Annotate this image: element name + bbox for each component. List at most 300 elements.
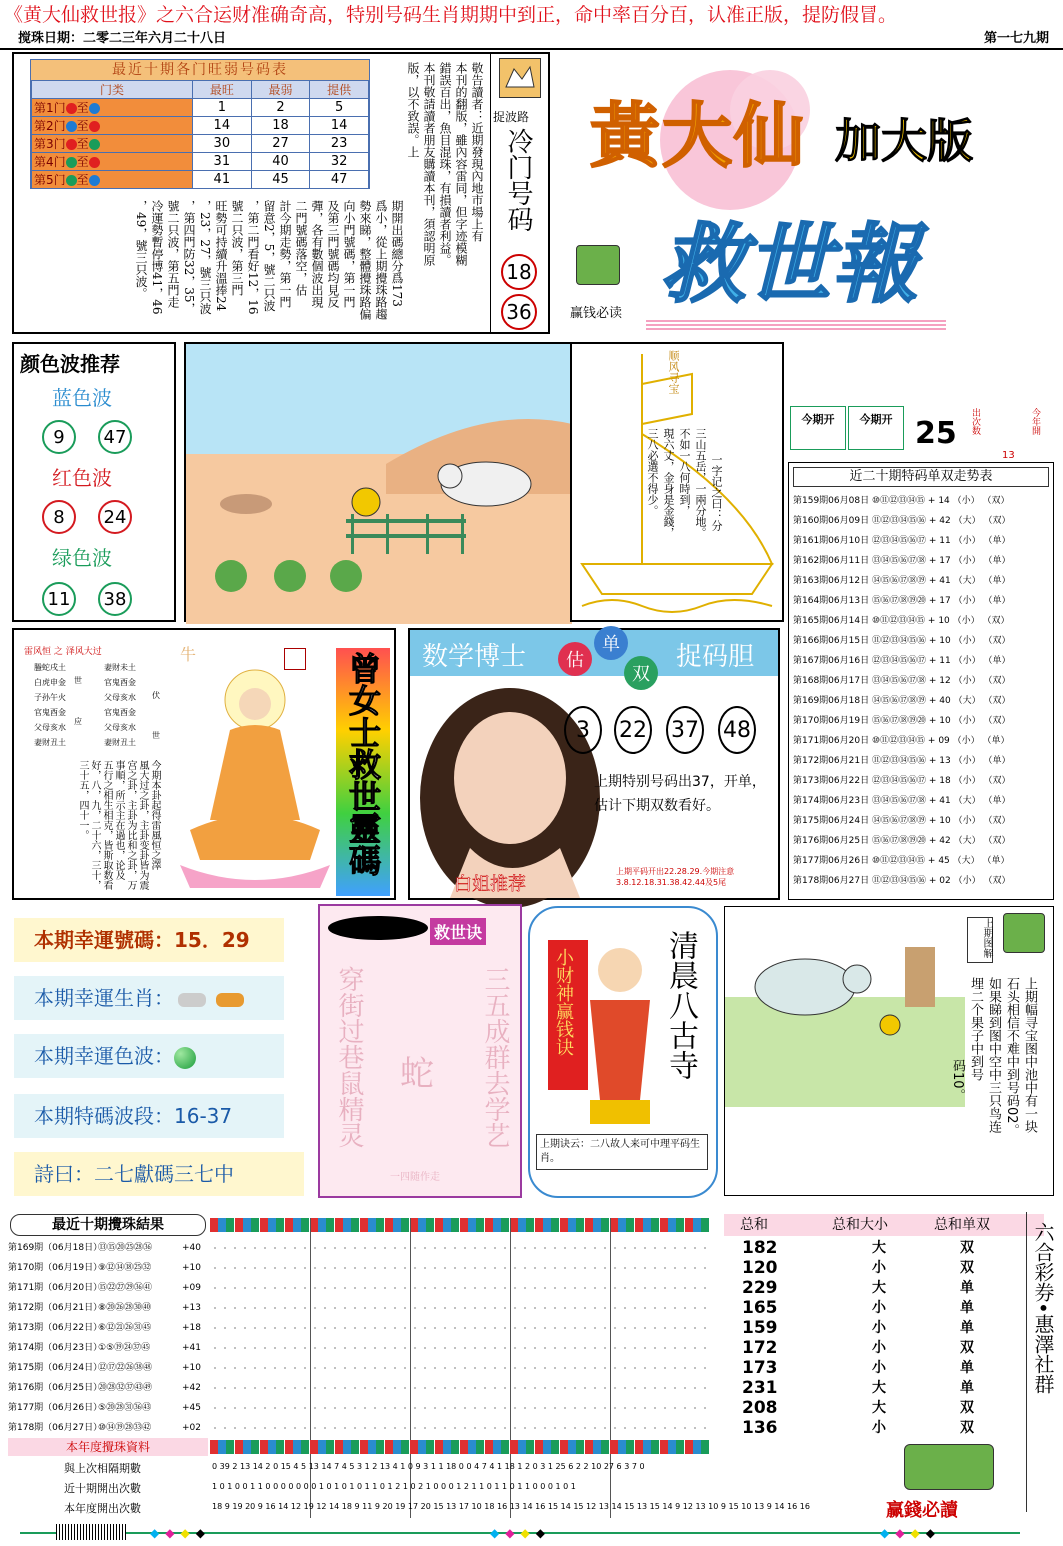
side-slogan: 六合彩券•惠澤社群 (1031, 1222, 1055, 1394)
trend-row: 第177期06月26日 ⑩⑪⑫⑬⑭⑮ + 45 （大） （单） (793, 856, 1010, 866)
today-open-label: 今期开 (790, 406, 846, 450)
notice-col: 號二只波，第五門走 (166, 200, 180, 308)
hexagram-text-line: 宫之卦，主卦为比和之卦，万 (125, 760, 136, 890)
result-parity: 双 (960, 1420, 974, 1436)
last-map-line: 石头相信不难中到号码02。 (1004, 977, 1019, 1137)
row-parity: 单 (992, 796, 1002, 806)
range-label: 至 (76, 155, 89, 169)
result-total: 136 (742, 1418, 778, 1438)
range-label: 至 (76, 119, 89, 133)
hexagram-line: 父母亥水 (34, 723, 66, 732)
money-hand-icon (1003, 913, 1045, 953)
ship-line: 三山五岳，一兩分地。 (694, 428, 707, 538)
row-size: 小 (962, 876, 972, 886)
cold-value: 18 (251, 117, 310, 135)
date-bar (0, 30, 1063, 50)
hexagram-line: 官鬼酉金 (104, 678, 136, 687)
result-issue: 第175期（06月24日） (8, 1363, 103, 1373)
row-issue: 第167期06月16日 (793, 656, 870, 666)
notice-col: 勢來睇，整體攪珠路偏 (358, 200, 372, 320)
totals-header: 总和大小 (832, 1217, 888, 1233)
last-map-line: 埋二个果子中到号 (968, 977, 983, 1081)
result-parity: 单 (960, 1360, 974, 1376)
row-balls: ⑮⑯⑰⑱⑲⑳ (871, 836, 926, 846)
row-issue: 第177期06月26日 (793, 856, 870, 866)
green-wave-number: 38 (98, 582, 132, 616)
year-row-label: 與上次相隔期數 (64, 1462, 141, 1475)
brand-slogan: 赢錢必讀 (886, 1500, 958, 1521)
math-doctor-panel (408, 628, 780, 900)
parity-trend-table (788, 462, 1054, 900)
result-issue: 第173期（06月22日） (8, 1323, 103, 1333)
green-ball-icon (174, 1047, 196, 1069)
notice-col: 本刊敬請讀者朋友購讀本刊，須認明原 (422, 62, 436, 266)
hexagram-line: 妻财未土 (104, 663, 136, 672)
notice-col: ，第二門看好12，16 (246, 200, 260, 315)
ball-header-strip (210, 1440, 710, 1454)
doctor-number: 3 (564, 706, 602, 754)
row-special: 42 (939, 516, 951, 526)
row-parity: 双 (992, 636, 1002, 646)
result-special: +02 (182, 1423, 201, 1433)
row-parity: 双 (992, 696, 1002, 706)
cold-value: 27 (251, 135, 310, 153)
row-balls: ⑮⑯⑰⑱⑲⑳ (871, 596, 926, 606)
col-header: 最旺 (193, 81, 252, 99)
row-special: 11 (939, 536, 951, 546)
row-size: 小 (962, 676, 972, 686)
girl-recommend-label: 白姐推荐 (454, 874, 526, 895)
hexagram-text-line: 風大过之卦，主卦变卦皆为震 (137, 760, 148, 890)
hexagram-mark: 应 (74, 717, 82, 726)
ship-riddle (570, 342, 784, 622)
red-wave-number: 8 (42, 500, 76, 534)
hexagram-text-line: 好，八，九，二十六，三十， (89, 760, 100, 890)
doctor-text: 上期特别号码出37，开单，估计下期双数看好。 (594, 774, 766, 814)
row-issue: 第165期06月14日 (793, 616, 870, 626)
notice-col: ，第四門防32，35， (182, 200, 196, 315)
notice-col: 冷運勢暫停博41，46 (150, 200, 164, 315)
row-special: 10 (938, 616, 950, 626)
year-data-title: 本年度攪珠資料 (8, 1438, 208, 1456)
hot-value: 1 (193, 99, 252, 117)
row-parity: 双 (992, 716, 1002, 726)
doctor-number: 37 (666, 706, 704, 754)
col-header: 门类 (32, 81, 193, 99)
row-balls: ⑬⑭⑮⑯⑰⑱ (871, 676, 926, 686)
row-parity: 双 (992, 836, 1002, 846)
row-size: 小 (961, 496, 971, 506)
result-parity: 双 (960, 1400, 974, 1416)
headline: 《黄大仙救世报》之六合运财准确奇高，特别号码生肖期期中到正，命中率百分百，认准正版，提防假冒。 (4, 4, 898, 26)
hexagram-line: 父母亥水 (104, 723, 136, 732)
results-title: 最近十期攪珠結果 (10, 1214, 206, 1236)
offer-value: 5 (310, 99, 369, 117)
masthead-title-2: 救世報 (660, 215, 918, 315)
row-special: 10 (939, 716, 951, 726)
ox-symbol: 牛 (180, 645, 197, 664)
hexagram-line: 妻财丑土 (104, 738, 136, 747)
trend-row: 第164期06月13日 ⑮⑯⑰⑱⑲⑳ + 17 （小） （单） (793, 596, 1011, 606)
row-size: 小 (961, 616, 971, 626)
trend-row: 第173期06月22日 ⑫⑬⑭⑮⑯⑰ + 18 （小） （双） (793, 776, 1011, 786)
result-size: 大 (872, 1240, 886, 1256)
totals-header: 总和 (740, 1217, 768, 1233)
result-parity: 单 (960, 1380, 974, 1396)
row-parity: 单 (991, 736, 1001, 746)
stripe-decoration (646, 320, 946, 330)
row-issue: 第170期06月19日 (793, 716, 870, 726)
totals-header: 总和单双 (934, 1217, 990, 1233)
registration-marks: ◆◆◆◆ (490, 1526, 551, 1540)
result-issue: 第172期（06月21日） (8, 1303, 103, 1313)
result-parity: 单 (960, 1300, 974, 1316)
row-issue: 第164期06月13日 (793, 596, 870, 606)
row-issue: 第178期06月27日 (793, 876, 870, 886)
hexagram-mark: 世 (74, 676, 82, 685)
year-row-values: 1 0 1 0 0 1 1 0 0 0 0 0 0 0 1 0 1 0 1 0 1 1 0 1 2 1 0 2 1 0 0 0 1 2 1 1 0 1 1 0 1 1 0 0 0 1 0 1 (212, 1482, 576, 1491)
notice-col: ，49，號三只波。 (134, 200, 148, 300)
row-special: 17 (939, 556, 951, 566)
result-special: +13 (182, 1303, 201, 1313)
bubble-single: 单 (594, 626, 628, 660)
fortune-scroll-text: 小财神赢钱诀 (553, 948, 574, 1056)
notice-col: 彈，各有數個波出現 (310, 200, 324, 308)
door-label: 第1门 (34, 101, 66, 115)
trend-row: 第170期06月19日 ⑮⑯⑰⑱⑲⑳ + 10 （小） （双） (793, 716, 1011, 726)
today-box (790, 406, 1050, 462)
door-label: 第3门 (34, 137, 66, 151)
result-total: 172 (742, 1338, 778, 1358)
trend-row: 第178期06月27日 ⑪⑫⑬⑭⑮⑯ + 02 （小） （双） (793, 876, 1011, 886)
row-parity: 单 (992, 536, 1002, 546)
row-issue: 第172期06月21日 (793, 756, 870, 766)
row-size: 大 (962, 836, 972, 846)
masthead-title-1: 黃大仙 (590, 95, 806, 177)
bubble-double: 双 (624, 656, 658, 690)
fortune-god-panel (528, 906, 718, 1198)
result-balls: ⑬⑮⑳㉕㉘㊱ (98, 1243, 153, 1253)
today-number: 25 (915, 416, 957, 451)
row-size: 小 (962, 656, 972, 666)
row-size: 小 (961, 736, 971, 746)
trend-row: 第167期06月16日 ⑫⑬⑭⑮⑯⑰ + 11 （小） （单） (793, 656, 1011, 666)
hexagram-line: 子孙午火 (34, 693, 66, 702)
result-balls: ⑩⑭⑲㉘㉝㊷ (98, 1423, 152, 1433)
trend-row: 第174期06月23日 ⑬⑭⑮⑯⑰⑱ + 41 （大） （单） (793, 796, 1011, 806)
cold-value: 40 (251, 153, 310, 171)
result-size: 小 (872, 1340, 886, 1356)
result-balls: ⑫⑰㉒㉖㊳㊽ (98, 1363, 153, 1373)
result-balls: ⑤⑳㉘㉛㊱㊸ (98, 1403, 152, 1413)
result-parity: 双 (960, 1240, 974, 1256)
result-size: 小 (872, 1360, 886, 1376)
row-parity: 双 (991, 496, 1001, 506)
door-label: 第2门 (34, 119, 66, 133)
result-size: 小 (872, 1300, 886, 1316)
notice-col: 旺勢可持續升溫捧24 (214, 200, 228, 312)
notice-col: 本刊的翻版，雖內容雷同，但字迹模糊 (454, 62, 468, 266)
row-issue: 第176期06月25日 (793, 836, 870, 846)
hot-cold-caption: 最近十期各门旺弱号码表 (31, 60, 369, 80)
row-balls: ⑫⑬⑭⑮⑯⑰ (871, 656, 926, 666)
row-parity: 单 (992, 756, 1002, 766)
trend-row: 第171期06月20日 ⑩⑪⑫⑬⑭⑮ + 09 （小） （单） (793, 736, 1010, 746)
result-total: 165 (742, 1298, 778, 1318)
notice-col: 爲小，從上期攪珠路趨 (374, 200, 388, 320)
row-size: 小 (962, 716, 972, 726)
row-parity: 双 (991, 616, 1001, 626)
row-size: 小 (962, 756, 972, 766)
row-issue: 第171期06月20日 (793, 736, 870, 746)
hot-value: 14 (193, 117, 252, 135)
row-balls: ⑩⑪⑫⑬⑭⑮ (871, 736, 926, 746)
result-special: +09 (182, 1283, 201, 1293)
result-parity: 单 (960, 1280, 974, 1296)
year-row-label: 近十期開出次數 (64, 1482, 141, 1495)
result-issue: 第177期（06月26日） (8, 1403, 103, 1413)
last-map-panel (724, 906, 1054, 1196)
result-size: 大 (872, 1380, 886, 1396)
row-parity: 单 (992, 556, 1002, 566)
row-balls: ⑩⑪⑫⑬⑭⑮ (871, 856, 926, 866)
money-hand-icon (904, 1444, 994, 1490)
row-parity: 双 (992, 516, 1002, 526)
row-size: 大 (962, 576, 972, 586)
row-balls: ⑬⑭⑮⑯⑰⑱ (871, 796, 926, 806)
green-wave-number: 11 (42, 582, 76, 616)
fortune-title: 清晨八古寺 (663, 930, 698, 1080)
pig-cartoon (184, 342, 570, 622)
verse-panel (318, 904, 522, 1198)
row-size: 大 (962, 696, 972, 706)
hot-value: 41 (193, 171, 252, 189)
doctor-subtitle: 捉码胆 (676, 642, 755, 672)
hand-icon (499, 58, 541, 98)
row-special: 09 (938, 736, 950, 746)
yin-yang-icon (328, 916, 428, 940)
trend-row: 第168期06月17日 ⑬⑭⑮⑯⑰⑱ + 12 （小） （双） (793, 676, 1011, 686)
row-special: 12 (939, 676, 951, 686)
draw-date: 搅珠日期：二零二三年六月二十八日 (18, 31, 227, 46)
row-balls: ⑮⑯⑰⑱⑲⑳ (871, 716, 926, 726)
result-special: +10 (182, 1263, 201, 1273)
notice-col: 向小門號碼，第一門 (342, 200, 356, 308)
last-map-line: 上期幅寻宝图中池中有一块 (1022, 977, 1037, 1133)
range-label: 至 (76, 137, 89, 151)
hot-value: 30 (193, 135, 252, 153)
result-total: 159 (742, 1318, 778, 1338)
verse-title: 救世诀 (430, 918, 486, 945)
row-issue: 第161期06月10日 (793, 536, 870, 546)
trend-row: 第160期06月09日 ⑪⑫⑬⑭⑮⑯ + 42 （大） （双） (793, 516, 1011, 526)
notice-col: 錯誤百出，魚目混珠，有損讀者利益。 (438, 62, 452, 266)
cold-value: 2 (251, 99, 310, 117)
result-size: 小 (872, 1260, 886, 1276)
trend-row: 第162期06月11日 ⑬⑭⑮⑯⑰⑱ + 17 （小） （单） (793, 556, 1011, 566)
trend-row: 第172期06月21日 ⑪⑫⑬⑭⑮⑯ + 13 （小） （单） (793, 756, 1011, 766)
result-balls: ⑥⑫㉑㉖㉛㊺ (98, 1323, 152, 1333)
masthead (560, 50, 1060, 340)
row-balls: ⑪⑫⑬⑭⑮⑯ (871, 756, 926, 766)
row-size: 小 (962, 816, 972, 826)
result-total: 208 (742, 1398, 778, 1418)
zeng-title: 曾女士救世靈碼 (344, 652, 382, 876)
trend-row: 第176期06月25日 ⑮⑯⑰⑱⑲⑳ + 42 （大） （双） (793, 836, 1011, 846)
notice-col: 版，以不致誤。上 (406, 62, 420, 158)
green-wave-label: 绿色波 (52, 546, 112, 570)
ship-line: 一字记之曰：分 (710, 454, 723, 531)
lucky-zodiac (14, 976, 284, 1020)
row-balls: ⑩⑪⑫⑬⑭⑮ (871, 496, 926, 506)
last-map-line: 如果睇到图中空中三只鸟连 (986, 977, 1001, 1133)
zeng-lady-panel (12, 628, 396, 900)
doctor-number: 22 (614, 706, 652, 754)
red-wave-number: 24 (98, 500, 132, 534)
cold-number: 18 (501, 254, 537, 290)
year-open-count: 13 (1002, 450, 1015, 461)
result-issue: 第178期（06月27日） (8, 1423, 103, 1433)
masthead-tag: 赢钱必读 (570, 306, 623, 321)
trend-row: 第169期06月18日 ⑭⑮⑯⑰⑱⑲ + 40 （大） （双） (793, 696, 1011, 706)
row-special: 13 (939, 756, 951, 766)
today-open-label: 今期开 (848, 406, 904, 450)
results-rows (4, 1238, 1044, 1438)
row-parity: 单 (992, 596, 1002, 606)
top-info-panel (12, 52, 550, 334)
hexagram-text-line: 今期本卦起得雷風恒之澤 (149, 760, 160, 870)
result-balls: ⑮㉒㉗㉙㊱㊶ (98, 1283, 153, 1293)
hexagram-line: 父母亥水 (104, 693, 136, 702)
row-size: 大 (962, 796, 972, 806)
notice-col: 留意2，5，號二只波 (262, 200, 276, 312)
lucky-number: 本期幸運號碼：15．29 (14, 918, 284, 962)
year-row-label: 本年度開出次數 (64, 1502, 141, 1515)
result-special: +41 (182, 1343, 201, 1353)
row-balls: ⑫⑬⑭⑮⑯⑰ (871, 536, 926, 546)
result-parity: 双 (960, 1340, 974, 1356)
goddess-illustration (160, 660, 330, 896)
hexagram-line: 官鬼酉金 (104, 708, 136, 717)
hot-value: 31 (193, 153, 252, 171)
sail-text: 顺风寻宝 (667, 350, 680, 394)
pig-scene-illustration (186, 344, 572, 624)
blue-wave-number: 47 (98, 420, 132, 454)
doctor-title: 数学博士 (422, 642, 527, 672)
row-issue: 第166期06月15日 (793, 636, 870, 646)
verse-center: 蛇 (400, 1054, 434, 1094)
result-special: +45 (182, 1403, 201, 1413)
result-parity: 单 (960, 1320, 974, 1336)
result-total: 229 (742, 1278, 778, 1298)
row-balls: ⑬⑭⑮⑯⑰⑱ (871, 556, 926, 566)
result-balls: ①⑤⑲㉔㊲㊺ (98, 1343, 151, 1353)
lucky-color-label: 本期幸運色波： (34, 1044, 174, 1068)
hexagram-header: 雷风恒 之 泽风大过 (24, 647, 102, 657)
result-balls: ⑧⑳㉖㉘㉚㊵ (98, 1303, 152, 1313)
row-special: 17 (939, 596, 951, 606)
hexagram-text-line: 五行之相生相克，皆斯取数看 (101, 760, 112, 890)
row-issue: 第173期06月22日 (793, 776, 870, 786)
cold-value: 45 (251, 171, 310, 189)
doctor-note: 上期平码开出22.28.29.今期注意3.8.12.18.31.38.42.44及5尾 (616, 867, 735, 887)
col-header: 提供 (310, 81, 369, 99)
hexagram-line: 官鬼酉金 (34, 708, 66, 717)
result-special: +40 (182, 1243, 201, 1253)
hexagram-mark: 伏 (152, 691, 160, 700)
last-map-label: 上期图解 (967, 917, 993, 963)
row-size: 小 (962, 556, 972, 566)
ball-header-strip (210, 1218, 710, 1232)
lucky-segment: 本期特碼波段：16-37 (14, 1094, 284, 1138)
result-special: +10 (182, 1363, 201, 1373)
row-balls: ⑪⑫⑬⑭⑮⑯ (871, 876, 926, 886)
ship-line: 三八必選不得少。 (646, 428, 659, 516)
result-size: 大 (872, 1280, 886, 1296)
result-total: 120 (742, 1258, 778, 1278)
row-special: 18 (939, 776, 951, 786)
trend-row: 第163期06月12日 ⑭⑮⑯⑰⑱⑲ + 41 （大） （单） (793, 576, 1011, 586)
blue-wave-label: 蓝色波 (52, 386, 112, 410)
money-hand-icon (576, 245, 620, 285)
notice-col: 二門號碼落空，估 (294, 200, 308, 296)
trend-row: 第166期06月15日 ⑪⑫⑬⑭⑮⑯ + 10 （小） （双） (793, 636, 1011, 646)
catch-wave-label: 捉波路 (493, 110, 530, 124)
notice-col: 號二只波，第三門 (230, 200, 244, 296)
notice-col: 敬告讀者：近期發現內地市場上有 (470, 62, 484, 242)
result-issue: 第176期（06月25日） (8, 1383, 103, 1393)
row-issue: 第160期06月09日 (793, 516, 870, 526)
trend-row: 第159期06月08日 ⑩⑪⑫⑬⑭⑮ + 14 （小） （双） (793, 496, 1010, 506)
red-wave-label: 红色波 (52, 466, 112, 490)
row-special: 10 (939, 636, 951, 646)
color-wave-panel (12, 342, 176, 622)
hexagram-mark: 世 (152, 731, 160, 740)
row-parity: 双 (992, 776, 1002, 786)
row-special: 41 (939, 796, 951, 806)
notice-col: ，23，27，號三只波 (198, 200, 212, 315)
row-size: 小 (962, 776, 972, 786)
result-issue: 第169期（06月18日） (8, 1243, 103, 1253)
row-special: 40 (939, 696, 951, 706)
offer-value: 47 (310, 171, 369, 189)
hexagram-text-line: 事順，所示主在過也，论及 (113, 760, 124, 880)
trend-row: 第161期06月10日 ⑫⑬⑭⑮⑯⑰ + 11 （小） （单） (793, 536, 1011, 546)
year-row-values: 18 9 19 20 9 16 14 12 19 12 14 18 9 11 9 20 19 17 20 15 13 17 10 18 16 13 14 16 15 14 15 12 13 14 15 13 15 14 9 12 13 10 9 15 10 13 9 14 16 16 (212, 1502, 810, 1511)
hexagram-line: 妻财丑土 (34, 738, 66, 747)
row-balls: ⑭⑮⑯⑰⑱⑲ (871, 696, 926, 706)
elephant-illustration (725, 907, 965, 1107)
tiger-icon (216, 993, 244, 1007)
result-special: +18 (182, 1323, 201, 1333)
lucky-color (14, 1034, 284, 1078)
offer-value: 23 (310, 135, 369, 153)
hexagram-text (34, 760, 160, 900)
result-issue: 第174期（06月23日） (8, 1343, 103, 1353)
year-row-values: 0 39 2 13 14 2 0 15 4 5 13 14 7 4 5 3 1 2 13 4 1 0 9 3 1 1 18 0 0 4 7 4 1 18 1 2 0 3 1 25 6 2 2 10 27 6 3 7 0 (212, 1462, 645, 1471)
row-size: 小 (962, 536, 972, 546)
blue-wave-number: 9 (42, 420, 76, 454)
trend-row: 第175期06月24日 ⑭⑮⑯⑰⑱⑲ + 10 （小） （双） (793, 816, 1011, 826)
verse-right: 三五成群去学艺 (480, 966, 510, 1148)
row-balls: ⑩⑪⑫⑬⑭⑮ (871, 616, 926, 626)
color-wave-title: 颜色波推荐 (20, 352, 120, 376)
row-special: 14 (938, 496, 950, 506)
trend-title: 近二十期特码单双走势表 (793, 467, 1049, 487)
lucky-panel (14, 918, 304, 1190)
result-size: 小 (872, 1420, 886, 1436)
barcode (56, 1524, 126, 1540)
